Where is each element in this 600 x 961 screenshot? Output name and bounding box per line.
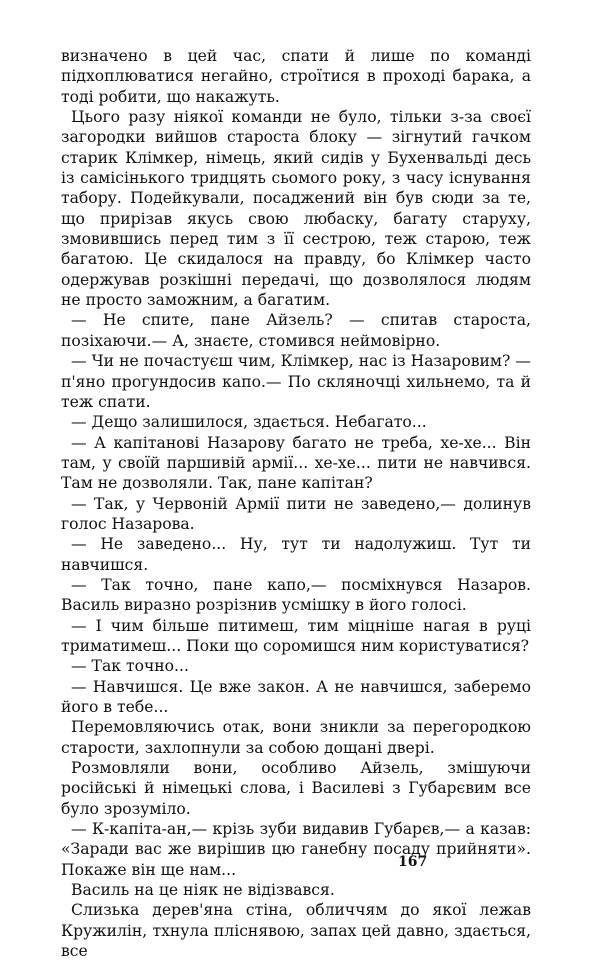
paragraph-4: — Чи не почастуєш чим, Клімкер, нас із Назаровим? — п'яно прогундосив капо.— По скляночці хильнемо, та й теж спати. [61,352,531,411]
paragraph-7: — Так, у Червоній Армії пити не заведено,— долинув голос Назарова. [61,494,531,533]
paragraph-10: — І чим більше питимеш, тим міцніше нагая в руці триматимеш... Поки що соромишся ним користуватися? [61,616,531,655]
paragraph-1: визначено в цей час, спати й лише по команді підхоплюватися негайно, строїтися в проході барака, а тоді робити, що накажуть. [61,47,531,106]
paragraph-9: — Так точно, пане капо,— посміхнувся Назаров. Василь виразно розрізнив усмішку в його голосі. [61,575,531,615]
body-text [61,46,531,961]
paragraph-13: Перемовляючись отак, вони зникли за перегородкою старости, захлопнули за собою дощані двері. [61,718,531,757]
paragraph-3: — Не спите, пане Айзель? — спитав староста, позіхаючи.— А, знаєте, стомився неймовірно. [61,311,531,350]
paragraph-12: — Навчишся. Це вже закон. А не навчишся, заберемо його в тебе... [61,677,531,716]
paragraph-2: Цього разу ніякої команди не було, тільки з-за своєї загородки вийшов староста блоку — зігнутий гачком старик Клімкер, німець, який сидів у Бухенвальді десь із самісінького тридцять сьомого року, з часу існування табору. Подейкували, посаджений він був сюди за те, що прирізав якусь свою любаску, багату старуху, змовившись перед тим з її сестрою, теж старою, теж багатою. Це скидалося на правду, бо Клімкер часто одержував розкішні передачі, що дозволялося людям не просто заможним, а багатим. [61,108,531,310]
paragraph-15: — К-капіта-ан,— крізь зуби видавив Губарєв,— а казав: «Заради вас же вирішив цю ганебну посаду прийняти». Покаже він ще нам... [61,820,531,879]
page-number: 167 [398,854,428,870]
paragraph-8: — Не заведено... Ну, тут ти надолужиш. Тут ти навчишся. [61,535,531,574]
paragraph-14: Розмовляли вони, особливо Айзель, змішуючи російські й німецькі слова, і Василеві з Губарєвим все було зрозуміло. [61,759,531,818]
paragraph-17: Слизька дерев'яна стіна, обличчям до якої лежав Кружилін, тхнула пліснявою, запах цей давно, здається, все [61,901,531,961]
paragraph-6: — А капітанові Назарову багато не треба, хе-хе... Він там, у своїй паршивій армії... хе-хе... пити не навчився. Там не дозволяли. Так, пане капітан? [61,433,531,493]
paragraph-11: — Так точно... [71,657,189,676]
paragraph-5: — Дещо залишилося, здається. Небагато... [71,413,427,432]
paragraph-16: Василь на це ніяк не відізвався. [71,881,335,900]
